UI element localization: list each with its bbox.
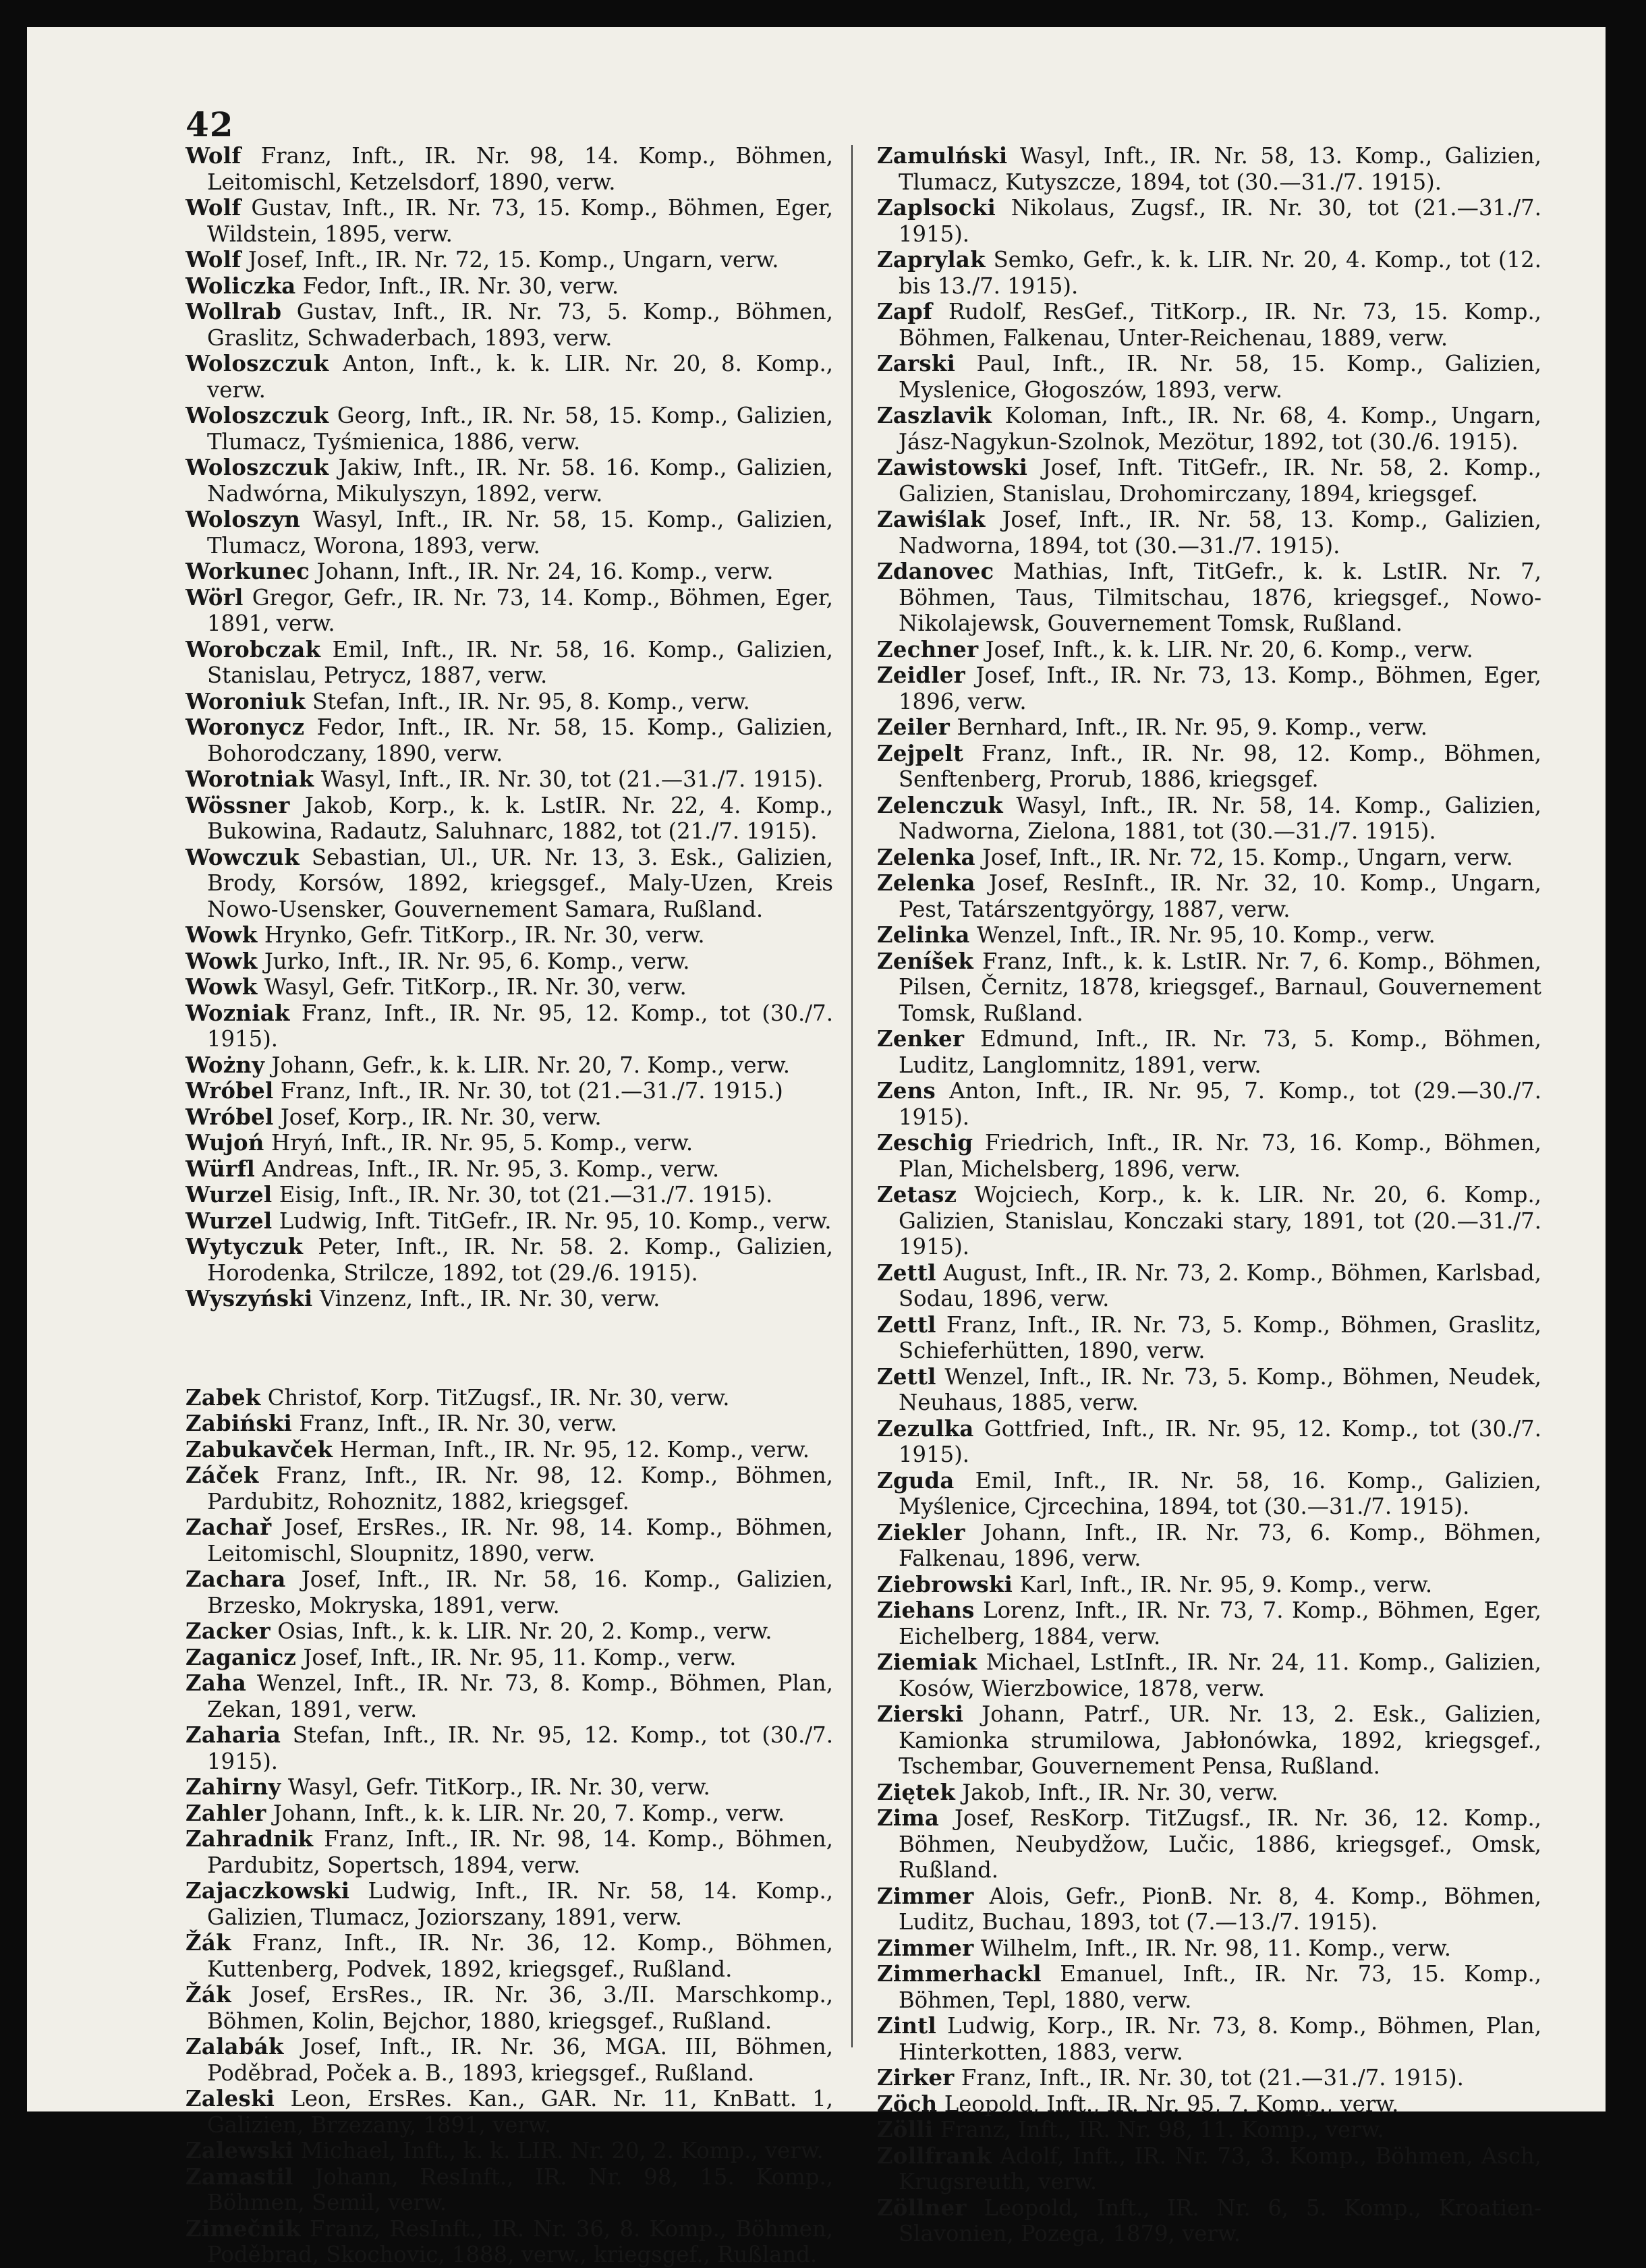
- entry-details: Franz, Inft., IR. Nr. 95, 12. Komp., tot (30./7. 1915).: [207, 1000, 833, 1052]
- entry-details: Franz, ResInft., IR. Nr. 36, 8. Komp., Böhmen, Poděbrad, Skochovic, 1888, verw., kriegsgef., Rußland.: [207, 2215, 833, 2267]
- casualty-entry: [877, 559, 1541, 637]
- entry-details: Johann, Inft., IR. Nr. 73, 6. Komp., Böhmen, Falkenau, 1896, verw.: [899, 1519, 1541, 1571]
- entry-surname: Zaganicz: [186, 1644, 297, 1670]
- casualty-entry: [186, 247, 833, 273]
- entry-details: Fedor, Inft., IR. Nr. 58, 15. Komp., Galizien, Bohorodczany, 1890, verw.: [207, 714, 833, 766]
- entry-details: Adolf, Inft., IR. Nr. 73, 3. Komp., Böhmen, Asch, Krugsreuth, verw.: [899, 2143, 1541, 2194]
- entry-surname: Zeschig: [877, 1130, 973, 1156]
- entry-surname: Zettl: [877, 1259, 936, 1286]
- casualty-entry: [186, 507, 833, 559]
- casualty-entry: [877, 2065, 1541, 2091]
- casualty-entry: [186, 195, 833, 247]
- entry-details: Wasyl, Inft., IR. Nr. 30, tot (21.—31./7. 1915).: [320, 766, 824, 792]
- casualty-entry: [186, 793, 833, 845]
- entry-surname: Zettl: [877, 1311, 936, 1338]
- entry-surname: Zalewski: [186, 2138, 294, 2163]
- entry-surname: Worobczak: [186, 636, 321, 662]
- entry-surname: Wurzel: [186, 1182, 273, 1208]
- entry-details: Wasyl, Inft., IR. Nr. 58, 14. Komp., Galizien, Nadworna, Zielona, 1881, tot (30.—31./7. 1915).: [899, 792, 1541, 844]
- right-column: [877, 143, 1541, 2247]
- entry-surname: Zaleski: [186, 2086, 275, 2111]
- entry-details: Georg, Inft., IR. Nr. 58, 15. Komp., Galizien, Tlumacz, Tyśmienica, 1886, verw.: [207, 403, 833, 455]
- entry-details: Emil, Inft., IR. Nr. 58, 16. Komp., Galizien, Myślenice, Cjrcechina, 1894, tot (30.—31./7. 1915).: [899, 1467, 1541, 1519]
- entry-surname: Zechner: [877, 636, 979, 662]
- entry-surname: Zölli: [877, 2117, 934, 2143]
- entry-details: Leopold, Inft., IR. Nr. 95, 7. Komp., verw.: [944, 2091, 1399, 2117]
- casualty-entry: [877, 922, 1541, 948]
- entry-surname: Zöllner: [877, 2194, 967, 2221]
- entry-surname: Zalabák: [186, 2034, 284, 2060]
- entry-surname: Zabiński: [186, 1411, 293, 1436]
- entry-surname: Zelenka: [877, 870, 975, 896]
- casualty-entry: [186, 637, 833, 689]
- entry-surname: Zaszlavik: [877, 403, 992, 428]
- casualty-entry: [186, 1078, 833, 1104]
- left-column: [186, 143, 833, 2268]
- casualty-entry: [877, 455, 1541, 507]
- entry-surname: Ziętek: [877, 1779, 956, 1805]
- casualty-entry: [186, 1156, 833, 1183]
- entry-surname: Zeiler: [877, 714, 950, 740]
- casualty-entry: [186, 1052, 833, 1079]
- entry-details: Josef, Inft., IR. Nr. 73, 13. Komp., Böhmen, Eger, 1896, verw.: [899, 662, 1541, 714]
- entry-details: Josef, Inft., IR. Nr. 36, MGA. III, Böhmen, Poděbrad, Poček a. B., 1893, kriegsgef., Rußland.: [207, 2034, 833, 2086]
- casualty-entry: [186, 2034, 833, 2086]
- casualty-entry: [186, 1930, 833, 1982]
- entry-details: Josef, Inft., IR. Nr. 58, 16. Komp., Galizien, Brzesko, Mokryska, 1891, verw.: [207, 1566, 833, 1618]
- entry-details: Josef, ResKorp. TitZugsf., IR. Nr. 36, 12. Komp., Böhmen, Neubydžow, Lučic, 1886, kriegsgef., Omsk, Rußland.: [899, 1805, 1541, 1883]
- entry-surname: Workunec: [186, 559, 310, 584]
- entry-details: Franz, Inft., IR. Nr. 98, 11. Komp., verw.: [940, 2117, 1384, 2143]
- entry-details: Emanuel, Inft., IR. Nr. 73, 15. Komp., Böhmen, Tepl, 1880, verw.: [899, 1961, 1541, 2013]
- entry-surname: Wróbel: [186, 1104, 274, 1130]
- entry-surname: Zaha: [186, 1670, 247, 1696]
- entry-surname: Zawiślak: [877, 507, 986, 532]
- entry-surname: Wozniak: [186, 1000, 290, 1026]
- entry-details: Gregor, Gefr., IR. Nr. 73, 14. Komp., Böhmen, Eger, 1891, verw.: [207, 584, 833, 636]
- entry-details: Franz, Inft., IR. Nr. 36, 12. Komp., Böhmen, Kuttenberg, Podvek, 1892, kriegsgef., Rußland.: [207, 1930, 833, 1982]
- entry-surname: Wurzel: [186, 1208, 273, 1234]
- casualty-entry: [186, 1618, 833, 1645]
- entry-details: Nikolaus, Zugsf., IR. Nr. 30, tot (21.—31./7. 1915).: [899, 195, 1541, 247]
- entry-surname: Zenker: [877, 1026, 965, 1052]
- entry-details: Bernhard, Inft., IR. Nr. 95, 9. Komp., verw.: [957, 714, 1428, 740]
- entry-details: Franz, Inft., IR. Nr. 30, verw.: [299, 1411, 617, 1436]
- casualty-entry: [877, 870, 1541, 922]
- casualty-entry: [186, 689, 833, 715]
- entry-surname: Zens: [877, 1078, 936, 1104]
- casualty-entry: [186, 1286, 833, 1312]
- entry-details: Ludwig, Korp., IR. Nr. 73, 8. Komp., Böhmen, Plan, Hinterkotten, 1883, verw.: [899, 2013, 1541, 2065]
- entry-surname: Zachař: [186, 1514, 272, 1540]
- entry-surname: Ziehans: [877, 1597, 975, 1623]
- entry-surname: Ziekler: [877, 1519, 965, 1546]
- entry-details: Wilhelm, Inft., IR. Nr. 98, 11. Komp., verw.: [980, 1935, 1452, 1961]
- entry-details: Josef, Korp., IR. Nr. 30, verw.: [280, 1104, 602, 1130]
- entry-details: Leon, ErsRes. Kan., GAR. Nr. 11, KnBatt. 1, Galizien, Brzezany, 1891, verw.: [207, 2086, 833, 2138]
- entry-details: Michael, LstInft., IR. Nr. 24, 11. Komp., Galizien, Kosów, Wierzbowice, 1878, verw.: [899, 1649, 1541, 1701]
- entry-surname: Woroniuk: [186, 688, 306, 714]
- entry-surname: Woloszczuk: [186, 403, 329, 428]
- casualty-entry: [186, 714, 833, 766]
- entry-surname: Zimmer: [877, 1883, 974, 1909]
- casualty-entry: [877, 1883, 1541, 1935]
- casualty-entry: [877, 1961, 1541, 2013]
- casualty-entry: [877, 1312, 1541, 1364]
- casualty-entry: [186, 1385, 833, 1411]
- entry-details: Franz, Inft., IR. Nr. 73, 5. Komp., Böhmen, Graslitz, Schieferhütten, 1890, verw.: [899, 1311, 1541, 1363]
- casualty-entry: [186, 1000, 833, 1052]
- entry-details: Franz, Inft., IR. Nr. 98, 14. Komp., Böhmen, Pardubitz, Sopertsch, 1894, verw.: [207, 1826, 833, 1878]
- entry-surname: Zimmerhackl: [877, 1961, 1042, 1987]
- entry-details: Mathias, Inft, TitGefr., k. k. LstIR. Nr. 7, Böhmen, Taus, Tilmitschau, 1876, kriegsgef., Nowo-Nikolajewsk, Gouvernement Tomsk, Rußland.: [899, 559, 1541, 636]
- casualty-entry: [186, 1670, 833, 1722]
- casualty-entry: [877, 1416, 1541, 1468]
- casualty-entry: [186, 922, 833, 948]
- casualty-entry: [877, 1701, 1541, 1780]
- casualty-entry: [877, 1026, 1541, 1078]
- casualty-entry: [186, 351, 833, 403]
- casualty-entry: [877, 2195, 1541, 2247]
- entry-surname: Wowk: [186, 948, 258, 974]
- entry-surname: Woliczka: [186, 273, 296, 299]
- casualty-entry: [186, 1514, 833, 1566]
- casualty-entry: [877, 662, 1541, 714]
- entry-details: Eisig, Inft., IR. Nr. 30, tot (21.—31./7. 1915).: [279, 1182, 773, 1208]
- entry-details: Vinzenz, Inft., IR. Nr. 30, verw.: [319, 1286, 660, 1311]
- entry-details: Jakob, Korp., k. k. LstIR. Nr. 22, 4. Komp., Bukowina, Radautz, Saluhnarc, 1882, tot (21./7. 1915).: [207, 792, 833, 844]
- entry-details: Wasyl, Gefr. TitKorp., IR. Nr. 30, verw.: [264, 974, 687, 1000]
- entry-details: Peter, Inft., IR. Nr. 58. 2. Komp., Galizien, Horodenka, Strilcze, 1892, tot (29./6. 1915).: [207, 1234, 833, 1286]
- casualty-entry: [877, 143, 1541, 195]
- casualty-entry: [186, 1801, 833, 1827]
- casualty-entry: [186, 299, 833, 351]
- entry-details: Semko, Gefr., k. k. LIR. Nr. 20, 4. Komp., tot (12. bis 13./7. 1915).: [899, 247, 1541, 299]
- casualty-entry: [877, 845, 1541, 871]
- casualty-entry: [877, 1260, 1541, 1312]
- entry-surname: Žák: [186, 1930, 231, 1956]
- entry-details: Hryń, Inft., IR. Nr. 95, 5. Komp., verw.: [271, 1130, 693, 1156]
- casualty-entry: [186, 1774, 833, 1801]
- entry-details: Jakiw, Inft., IR. Nr. 58. 16. Komp., Galizien, Nadwórna, Mikulyszyn, 1892, verw.: [207, 455, 833, 507]
- casualty-entry: [186, 974, 833, 1000]
- casualty-entry: [877, 1649, 1541, 1701]
- casualty-entry: [186, 1645, 833, 1671]
- entry-surname: Wujoń: [186, 1130, 264, 1156]
- casualty-entry: [186, 1130, 833, 1156]
- casualty-entry: [877, 1520, 1541, 1572]
- entry-surname: Wowczuk: [186, 844, 300, 870]
- entry-surname: Zezulka: [877, 1415, 974, 1442]
- casualty-entry: [186, 1411, 833, 1437]
- entry-surname: Zabukavček: [186, 1436, 333, 1463]
- casualty-entry: [877, 299, 1541, 351]
- entry-details: Osias, Inft., k. k. LIR. Nr. 20, 2. Komp., verw.: [277, 1618, 772, 1644]
- entry-surname: Woloszczuk: [186, 351, 329, 376]
- casualty-entry: [186, 1566, 833, 1618]
- entry-details: Michael, Inft., k. k. LIR. Nr. 20, 2. Komp., verw.: [300, 2138, 824, 2163]
- casualty-entry: [877, 1182, 1541, 1260]
- entry-details: Christof, Korp. TitZugsf., IR. Nr. 30, verw.: [267, 1384, 730, 1411]
- entry-details: Fedor, Inft., IR. Nr. 30, verw.: [302, 273, 619, 299]
- casualty-entry: [877, 948, 1541, 1027]
- casualty-entry: [877, 507, 1541, 559]
- entry-details: Franz, Inft., IR. Nr. 30, tot (21.—31./7. 1915).: [961, 2065, 1464, 2091]
- entry-surname: Zintl: [877, 2013, 937, 2039]
- entry-details: Paul, Inft., IR. Nr. 58, 15. Komp., Galizien, Myslenice, Głogoszów, 1893, verw.: [899, 351, 1541, 403]
- casualty-entry: [186, 1182, 833, 1208]
- entry-surname: Zarski: [877, 351, 956, 376]
- entry-details: Johann, Gefr., k. k. LIR. Nr. 20, 7. Komp., verw.: [271, 1052, 791, 1078]
- casualty-entry: [877, 195, 1541, 247]
- entry-details: Josef, ErsRes., IR. Nr. 98, 14. Komp., Böhmen, Leitomischl, Sloupnitz, 1890, verw.: [207, 1514, 833, 1566]
- entry-surname: Zamulński: [877, 143, 1008, 169]
- entry-details: Hrynko, Gefr. TitKorp., IR. Nr. 30, verw.: [264, 922, 705, 948]
- entry-details: Johann, Inft., k. k. LIR. Nr. 20, 7. Komp., verw.: [273, 1800, 785, 1826]
- entry-details: Wenzel, Inft., IR. Nr. 73, 8. Komp., Böhmen, Plan, Zekan, 1891, verw.: [207, 1670, 833, 1722]
- entry-surname: Zöch: [877, 2091, 938, 2117]
- entry-surname: Zettl: [877, 1363, 936, 1390]
- casualty-entry: [186, 1463, 833, 1514]
- entry-details: August, Inft., IR. Nr. 73, 2. Komp., Böhmen, Karlsbad, Sodau, 1896, verw.: [899, 1259, 1541, 1311]
- casualty-entry: [186, 403, 833, 455]
- casualty-entry: [186, 1104, 833, 1131]
- document-page: [27, 27, 1606, 2267]
- casualty-entry: [877, 1935, 1541, 1962]
- entry-surname: Zeidler: [877, 662, 965, 688]
- casualty-entry: [186, 585, 833, 637]
- casualty-entry: [186, 1982, 833, 2034]
- casualty-entry: [877, 793, 1541, 845]
- entry-details: Johann, Inft., IR. Nr. 24, 16. Komp., verw.: [316, 559, 774, 584]
- entry-details: Johann, ResInft., IR. Nr. 98, 15. Komp., Böhmen, Semil, verw.: [207, 2163, 833, 2215]
- entry-details: Edmund, Inft., IR. Nr. 73, 5. Komp., Böhmen, Luditz, Langlomnitz, 1891, verw.: [899, 1026, 1541, 1078]
- casualty-entry: [877, 1597, 1541, 1649]
- entry-surname: Woloszczuk: [186, 455, 329, 480]
- casualty-entry: [186, 1437, 833, 1463]
- entry-surname: Zapf: [877, 299, 933, 324]
- entry-surname: Zachara: [186, 1566, 286, 1592]
- entry-surname: Zacker: [186, 1618, 271, 1644]
- entry-surname: Zawistowski: [877, 455, 1028, 480]
- entry-surname: Wollrab: [186, 299, 282, 324]
- entry-details: Friedrich, Inft., IR. Nr. 73, 16. Komp., Böhmen, Plan, Michelsberg, 1896, verw.: [899, 1130, 1541, 1182]
- casualty-entry: [877, 1780, 1541, 1806]
- casualty-entry: [877, 1130, 1541, 1182]
- entry-details: Leopold, Inft., IR. Nr. 6, 5. Komp., Kroatien-Slavonien, Pozega, 1879, verw.: [899, 2194, 1541, 2246]
- casualty-entry: [877, 2143, 1541, 2195]
- entry-details: Josef, Inft., IR. Nr. 72, 15. Komp., Ungarn, verw.: [248, 247, 779, 273]
- entry-details: Franz, Inft., IR. Nr. 98, 12. Komp., Böhmen, Pardubitz, Rohoznitz, 1882, kriegsgef.: [207, 1463, 833, 1514]
- casualty-entry: [186, 1878, 833, 1930]
- entry-surname: Zimmer: [877, 1935, 974, 1961]
- entry-details: Franz, Inft., IR. Nr. 98, 14. Komp., Böhmen, Leitomischl, Ketzelsdorf, 1890, verw.: [207, 143, 833, 195]
- entry-details: Wasyl, Inft., IR. Nr. 58, 15. Komp., Galizien, Tlumacz, Worona, 1893, verw.: [207, 507, 833, 559]
- entry-details: Josef, Inft., k. k. LIR. Nr. 20, 6. Komp., verw.: [985, 636, 1473, 662]
- casualty-entry: [877, 1572, 1541, 1598]
- entry-surname: Ziemiak: [877, 1649, 977, 1675]
- entry-surname: Wörl: [186, 584, 244, 611]
- entry-surname: Zierski: [877, 1701, 964, 1727]
- entry-surname: Woloszyn: [186, 507, 301, 532]
- entry-surname: Zelinka: [877, 922, 970, 948]
- entry-surname: Wolf: [186, 143, 242, 169]
- entry-surname: Wróbel: [186, 1078, 274, 1104]
- entry-details: Karl, Inft., IR. Nr. 95, 9. Komp., verw.: [1019, 1571, 1433, 1597]
- entry-surname: Zahradnik: [186, 1826, 314, 1852]
- casualty-entry: [877, 247, 1541, 299]
- entry-details: Rudolf, ResGef., TitKorp., IR. Nr. 73, 15. Komp., Böhmen, Falkenau, Unter-Reichenau, 1889, verw.: [899, 299, 1541, 351]
- casualty-entry: [186, 455, 833, 507]
- entry-surname: Wolf: [186, 195, 242, 221]
- entry-details: Franz, Inft., IR. Nr. 98, 12. Komp., Böhmen, Senftenberg, Prorub, 1886, kriegsgef.: [899, 740, 1541, 792]
- entry-details: Josef, ErsRes., IR. Nr. 36, 3./II. Marschkomp., Böhmen, Kolin, Bejchor, 1880, kriegsgef., Rußland.: [207, 1982, 833, 2034]
- entry-surname: Zdanovec: [877, 559, 994, 584]
- entry-details: Alois, Gefr., PionB. Nr. 8, 4. Komp., Böhmen, Luditz, Buchau, 1893, tot (7.—13./7. 1915).: [899, 1883, 1541, 1935]
- casualty-entry: [877, 1468, 1541, 1520]
- entry-details: Emil, Inft., IR. Nr. 58, 16. Komp., Galizien, Stanislau, Petrycz, 1887, verw.: [207, 636, 833, 688]
- entry-surname: Woronycz: [186, 714, 305, 740]
- casualty-entry: [877, 637, 1541, 663]
- entry-surname: Wyszyński: [186, 1286, 313, 1311]
- casualty-entry: [877, 1078, 1541, 1130]
- entry-details: Josef, Inft., IR. Nr. 95, 11. Komp., verw.: [303, 1644, 737, 1670]
- entry-surname: Worotniak: [186, 766, 314, 792]
- entry-details: Josef, ResInft., IR. Nr. 32, 10. Komp., Ungarn, Pest, Tatárszentgyörgy, 1887, verw.: [899, 870, 1541, 922]
- section-gap: [186, 1312, 833, 1385]
- entry-details: Anton, Inft., k. k. LIR. Nr. 20, 8. Komp., verw.: [207, 351, 833, 403]
- entry-details: Koloman, Inft., IR. Nr. 68, 4. Komp., Ungarn, Jász-Nagykun-Szolnok, Mezötur, 1892, tot (30./6. 1915).: [899, 403, 1541, 455]
- entry-surname: Wożny: [186, 1052, 265, 1078]
- entry-surname: Záček: [186, 1463, 259, 1488]
- casualty-entry: [186, 559, 833, 585]
- entry-surname: Zetasz: [877, 1182, 957, 1208]
- entry-details: Wenzel, Inft., IR. Nr. 95, 10. Komp., verw.: [976, 922, 1436, 948]
- entry-details: Johann, Patrf., UR. Nr. 13, 2. Esk., Galizien, Kamionka strumilowa, Jabłonówka, 1892, kriegsgef., Tschembar, Gouvernement Pensa, Rußland.: [899, 1701, 1541, 1779]
- entry-surname: Zamastil: [186, 2163, 293, 2190]
- entry-surname: Wowk: [186, 922, 258, 948]
- entry-surname: Zaplsocki: [877, 195, 996, 221]
- casualty-entry: [877, 2117, 1541, 2143]
- entry-details: Gottfried, Inft., IR. Nr. 95, 12. Komp., tot (30./7. 1915).: [899, 1415, 1541, 1467]
- entry-surname: Zelenka: [877, 844, 975, 870]
- page-number: 42: [186, 105, 234, 144]
- entry-surname: Wowk: [186, 974, 258, 1000]
- casualty-entry: [877, 714, 1541, 741]
- entry-details: Herman, Inft., IR. Nr. 95, 12. Komp., verw.: [339, 1436, 810, 1463]
- entry-surname: Zaharia: [186, 1722, 281, 1748]
- casualty-entry: [186, 1826, 833, 1878]
- entry-details: Stefan, Inft., IR. Nr. 95, 8. Komp., verw.: [312, 688, 750, 714]
- entry-surname: Ziebrowski: [877, 1571, 1013, 1597]
- entry-details: Gustav, Inft., IR. Nr. 73, 5. Komp., Böhmen, Graslitz, Schwaderbach, 1893, verw.: [207, 299, 833, 351]
- entry-surname: Wytyczuk: [186, 1234, 304, 1259]
- casualty-entry: [186, 948, 833, 975]
- entry-details: Franz, Inft., IR. Nr. 30, tot (21.—31./7. 1915.): [280, 1078, 783, 1104]
- entry-details: Ludwig, Inft. TitGefr., IR. Nr. 95, 10. Komp., verw.: [279, 1208, 832, 1234]
- casualty-entry: [186, 845, 833, 923]
- entry-details: Wenzel, Inft., IR. Nr. 73, 5. Komp., Böhmen, Neudek, Neuhaus, 1885, verw.: [899, 1363, 1541, 1415]
- entry-surname: Wössner: [186, 792, 290, 818]
- entry-surname: Zimečnik: [186, 2215, 301, 2242]
- entry-surname: Zelenczuk: [877, 792, 1003, 818]
- entry-surname: Zejpelt: [877, 740, 964, 766]
- casualty-entry: [186, 273, 833, 300]
- casualty-entry: [877, 351, 1541, 403]
- casualty-entry: [877, 2091, 1541, 2118]
- entry-surname: Zahler: [186, 1800, 266, 1826]
- entry-details: Josef, Inft., IR. Nr. 72, 15. Komp., Ungarn, verw.: [982, 844, 1513, 870]
- entry-details: Josef, Inft. TitGefr., IR. Nr. 58, 2. Komp., Galizien, Stanislau, Drohomirczany, 1894, kriegsgef.: [899, 455, 1541, 507]
- entry-details: Jurko, Inft., IR. Nr. 95, 6. Komp., verw.: [264, 948, 690, 974]
- entry-details: Sebastian, Ul., UR. Nr. 13, 3. Esk., Galizien, Brody, Korsów, 1892, kriegsgef., Maly-Uzen, Kreis Nowo-Usensker, Gouvernement Samara, Rußland.: [207, 844, 833, 922]
- entry-details: Wasyl, Inft., IR. Nr. 58, 13. Komp., Galizien, Tlumacz, Kutyszcze, 1894, tot (30.—31./7. 1915).: [899, 143, 1541, 195]
- entry-surname: Zirker: [877, 2065, 955, 2091]
- casualty-entry: [186, 766, 833, 793]
- casualty-entry: [186, 1722, 833, 1774]
- entry-details: Lorenz, Inft., IR. Nr. 73, 7. Komp., Böhmen, Eger, Eichelberg, 1884, verw.: [899, 1597, 1541, 1649]
- casualty-entry: [877, 1805, 1541, 1883]
- entry-surname: Žák: [186, 1982, 231, 2008]
- casualty-entry: [186, 2164, 833, 2216]
- entry-surname: Zaprylak: [877, 247, 986, 273]
- entry-surname: Zguda: [877, 1467, 955, 1494]
- entry-details: Stefan, Inft., IR. Nr. 95, 12. Komp., tot (30./7. 1915).: [207, 1722, 833, 1774]
- casualty-entry: [877, 403, 1541, 455]
- entry-details: Andreas, Inft., IR. Nr. 95, 3. Komp., verw.: [262, 1156, 720, 1182]
- entry-details: Gustav, Inft., IR. Nr. 73, 15. Komp., Böhmen, Eger, Wildstein, 1895, verw.: [207, 195, 833, 247]
- entry-details: Wasyl, Gefr. TitKorp., IR. Nr. 30, verw.: [287, 1774, 710, 1800]
- casualty-entry: [186, 143, 833, 195]
- column-divider: [851, 145, 853, 2047]
- entry-surname: Zeníšek: [877, 948, 974, 974]
- casualty-entry: [186, 1208, 833, 1235]
- entry-surname: Würfl: [186, 1156, 256, 1182]
- casualty-entry: [186, 2086, 833, 2138]
- entry-details: Jakob, Inft., IR. Nr. 30, verw.: [962, 1779, 1278, 1805]
- casualty-entry: [877, 741, 1541, 793]
- entry-surname: Zahirny: [186, 1774, 281, 1800]
- casualty-entry: [877, 1364, 1541, 1416]
- entry-details: Ludwig, Inft., IR. Nr. 58, 14. Komp., Galizien, Tlumacz, Joziorszany, 1891, verw.: [207, 1878, 833, 1930]
- entry-surname: Zajaczkowski: [186, 1878, 350, 1904]
- entry-details: Josef, Inft., IR. Nr. 58, 13. Komp., Galizien, Nadworna, 1894, tot (30.—31./7. 1915).: [899, 507, 1541, 559]
- entry-details: Franz, Inft., k. k. LstIR. Nr. 7, 6. Komp., Böhmen, Pilsen, Černitz, 1878, kriegsgef., Barnaul, Gouvernement Tomsk, Rußland.: [899, 948, 1541, 1026]
- casualty-entry: [186, 2216, 833, 2268]
- entry-surname: Wolf: [186, 247, 242, 273]
- entry-surname: Zabek: [186, 1384, 261, 1411]
- entry-surname: Zima: [877, 1805, 940, 1831]
- entry-details: Anton, Inft., IR. Nr. 95, 7. Komp., tot (29.—30./7. 1915).: [899, 1078, 1541, 1130]
- casualty-entry: [186, 1234, 833, 1286]
- casualty-entry: [877, 2013, 1541, 2065]
- entry-details: Wojciech, Korp., k. k. LIR. Nr. 20, 6. Komp., Galizien, Stanislau, Konczaki stary, 1891, tot (20.—31./7. 1915).: [899, 1182, 1541, 1259]
- entry-surname: Zollfrank: [877, 2143, 992, 2169]
- casualty-entry: [186, 2138, 833, 2164]
